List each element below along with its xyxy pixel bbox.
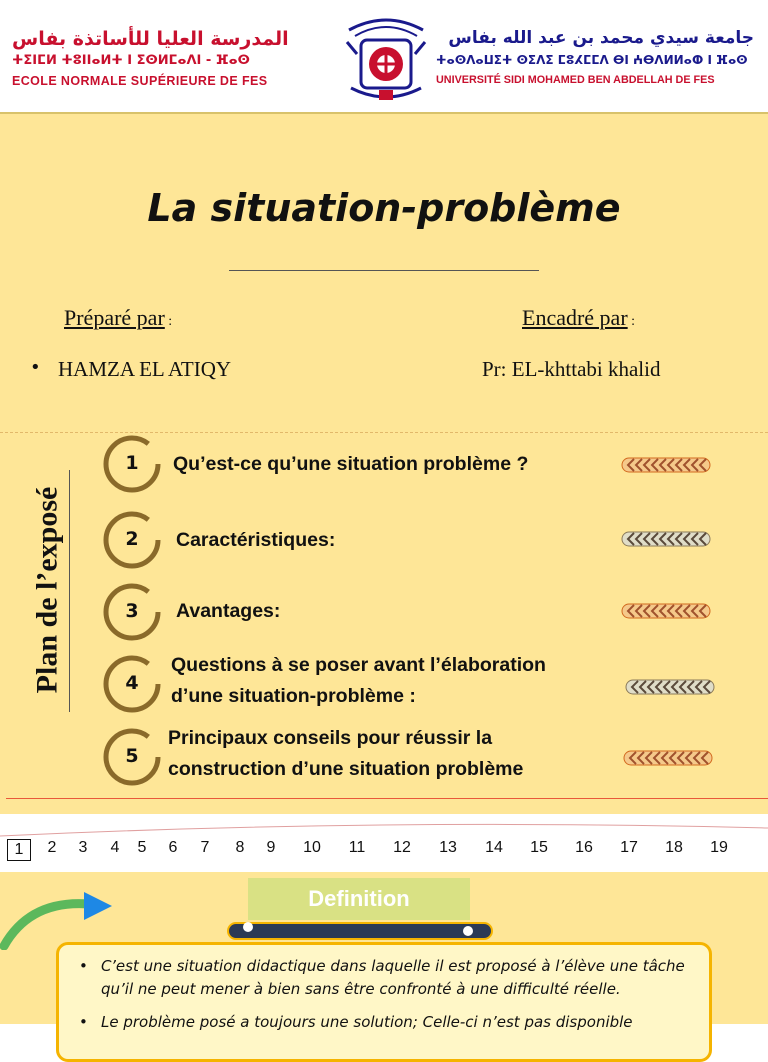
curved-arrow-icon <box>0 890 120 950</box>
plan-item-number: 5 <box>125 745 139 767</box>
ens-name-tifinagh: ⵜⵉⵏⵎⵍ ⵜⵓⵏⵏⴰⵍⵜ ⵏ ⵉⵙⵍⵎⴰⴷⵏ - ⴼⴰⵙ <box>12 53 250 68</box>
chevrons-left-icon <box>624 677 716 697</box>
ens-name-arabic: المدرسة العليا للأساتذة بفاس <box>12 28 289 50</box>
author-name: HAMZA EL ATIQY <box>58 357 232 381</box>
page-link-18[interactable]: 18 <box>665 839 683 856</box>
plan-item-number: 1 <box>125 452 139 474</box>
ens-name-french: ECOLE NORMALE SUPÉRIEURE DE FES <box>12 74 268 88</box>
plan-item-number: 3 <box>125 600 139 622</box>
page-link-1[interactable]: 1 <box>7 839 31 861</box>
plan-item-number: 4 <box>125 672 139 694</box>
university-logo <box>341 10 431 106</box>
scroll-ribbon <box>224 919 496 943</box>
plan-item-5[interactable] <box>103 726 743 788</box>
plan-item-text-line: construction d’une situation problème <box>168 758 524 780</box>
page-link-9[interactable]: 9 <box>266 839 276 856</box>
title-divider <box>229 270 539 271</box>
page-link-4[interactable]: 4 <box>110 839 120 856</box>
prepared-by-label: Préparé par : <box>64 305 173 330</box>
plan-item-text: Caractéristiques: <box>176 529 336 551</box>
plan-item-text: Avantages: <box>176 600 281 622</box>
page-link-2[interactable]: 2 <box>47 839 57 856</box>
usmba-name-arabic: جامعة سيدي محمد بن عبد الله بفاس <box>448 28 754 48</box>
page-link-12[interactable]: 12 <box>393 839 411 856</box>
chevrons-left-icon <box>620 529 712 549</box>
chevrons-left-icon <box>622 748 714 768</box>
page-link-15[interactable]: 15 <box>530 839 548 856</box>
page-link-16[interactable]: 16 <box>575 839 593 856</box>
plan-item-2[interactable] <box>103 509 743 571</box>
page-link-11[interactable]: 11 <box>348 839 366 856</box>
page-link-17[interactable]: 17 <box>620 839 638 856</box>
plan-item-3[interactable] <box>103 581 743 643</box>
usmba-name-french: UNIVERSITÉ SIDI MOHAMED BEN ABDELLAH DE FES <box>436 74 715 86</box>
plan-item-text: Qu’est-ce qu’une situation problème ? <box>173 453 529 475</box>
author-bullet: • <box>30 357 41 378</box>
definition-bullet-1: • C’est une situation didactique dans laquelle il est proposé à l’élève une tâche qu’il ne peut mener à bien sans être confronté à une difficulté réelle. <box>79 957 685 998</box>
page-link-6[interactable]: 6 <box>168 839 178 856</box>
plan-item-text-line: d’une situation-problème : <box>171 685 416 707</box>
page-link-5[interactable]: 5 <box>137 839 147 856</box>
page-link-19[interactable]: 19 <box>710 839 728 856</box>
page-link-10[interactable]: 10 <box>303 839 321 856</box>
plan-divider <box>69 470 70 712</box>
page-link-8[interactable]: 8 <box>235 839 245 856</box>
plan-item-text <box>171 650 546 712</box>
definition-bullet-2: • Le problème posé a toujours une solution; Celle-ci n’est pas disponible <box>79 1013 633 1031</box>
page-title: La situation-problème <box>147 186 621 230</box>
chevrons-left-icon <box>620 455 712 475</box>
chevrons-left-icon <box>620 601 712 621</box>
supervised-by-label: Encadré par : <box>522 305 636 330</box>
page-link-3[interactable]: 3 <box>78 839 88 856</box>
page-link-14[interactable]: 14 <box>485 839 503 856</box>
supervisor-name: Pr: EL-khttabi khalid <box>482 357 661 381</box>
plan-item-text <box>168 723 523 785</box>
plan-item-4[interactable] <box>103 653 743 715</box>
page-link-7[interactable]: 7 <box>200 839 210 856</box>
usmba-name-tifinagh: ⵜⴰⵙⴷⴰⵡⵉⵜ ⵙⵉⴷⵉ ⵎⵓⵃⵎⵎⴷ ⴱⵏ ⵄⴱⴷⵍⵍⴰⵀ ⵏ ⴼⴰⵙ <box>436 53 748 67</box>
definition-content <box>56 942 712 1062</box>
header-banner <box>0 0 768 112</box>
plan-item-number: 2 <box>125 528 139 550</box>
plan-item-text-line: Questions à se poser avant l’élaboration <box>171 654 546 676</box>
pagination <box>0 814 768 872</box>
plan-title: Plan de l’exposé <box>30 486 64 694</box>
plan-item-text-line: Principaux conseils pour réussir la <box>168 727 493 749</box>
page-link-13[interactable]: 13 <box>439 839 457 856</box>
slide-bottom-divider <box>6 798 768 799</box>
plan-item-1[interactable] <box>103 433 743 495</box>
definition-heading: Definition <box>248 878 470 920</box>
